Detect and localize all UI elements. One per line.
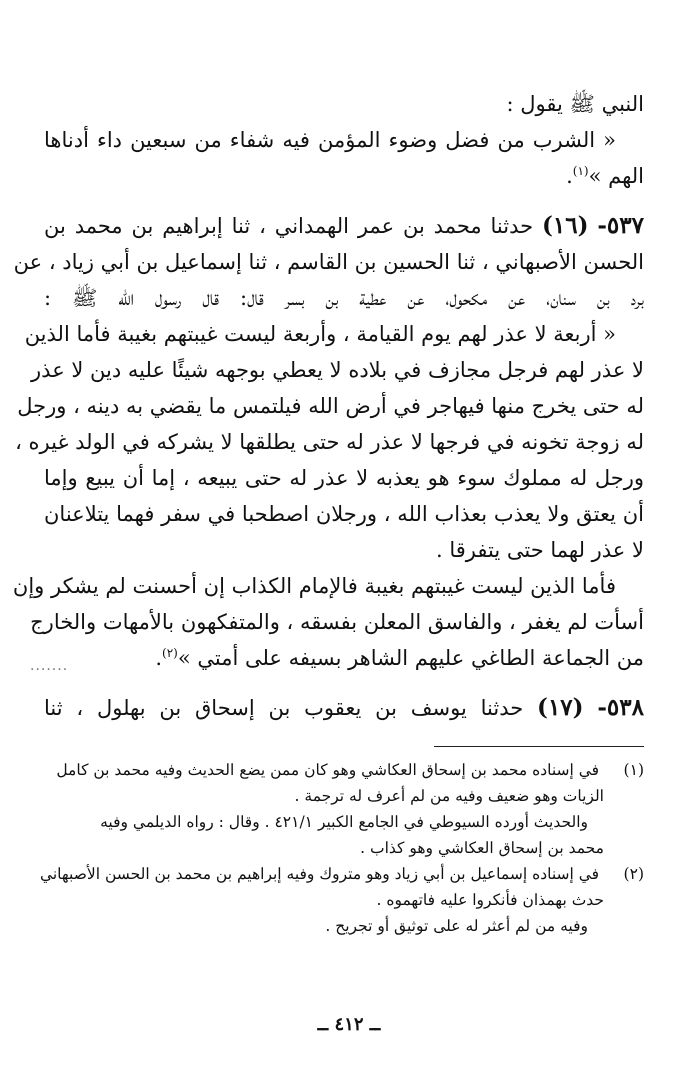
footnote-line [44,757,644,783]
text-line: له حتى يخرج منها فيهاجر في أرض الله فيلتمس ما يقضي به دينه ، ورجل [17,394,644,418]
hadith-number: ٥٣٧- [597,212,644,239]
text-line-content: حدثنا يوسف بن يعقوب بن إسحاق بن بهلول ، ثنا [44,696,524,720]
text-line-content: من الجماعة الطاغي عليهم الشاهر بسيفه على أمتي » [177,646,644,670]
text-line: لا عذر لهما حتى يتفرقا . [436,538,644,562]
text-line: الهم »$^{(١)}$. [566,164,644,188]
hadith-number: ٥٣٨- [597,694,644,721]
footnote-number: (٢) [623,865,644,883]
footnote-line: وفيه من لم أعثر له على توثيق أو تجريح . [325,917,588,935]
text-line: ورجل له مملوك سوء هو يعذبه لا عذر له حتى يبيعه ، إما أن يبيع وإما [44,466,644,490]
footnote-divider [434,746,644,747]
page-number: ــ ٤١٢ ــ [317,1014,381,1035]
hadith-538-heading [44,690,644,726]
text-line: برد بن سنان، عن مكحول، عن عطية بن بسر قال: قال رسول الله ﷺ : [44,286,644,310]
text-line: النبي ﷺ يقول : [506,92,644,116]
footnote-number: (١) [623,761,644,779]
footnote-line [39,861,644,887]
footnotes [39,757,644,939]
text-line: فأما الذين ليست غيبتهم بغيبة فالإمام الكذاب إن أحسنت لم يشكر وإن [12,574,616,598]
text-line: من الجماعة الطاغي عليهم الشاهر بسيفه على أمتي »$^{(٢)}$. [155,646,644,670]
note-ref: (١) [572,164,589,178]
text-line-content: الهم » [588,164,644,188]
hadith-537-heading [44,208,644,244]
text-line-content: حدثنا محمد بن عمر الهمداني ، ثنا إبراهيم بن محمد بن [44,214,534,238]
footnote-line: حدث بهمذان فأنكروا عليه فاتهموه . [376,891,604,909]
footnote-line: محمد بن إسحاق العكاشي وهو كذاب . [360,839,604,857]
hadith-sub-number: (١٧) [537,694,584,721]
text-line: « الشرب من فضل وضوء المؤمن فيه شفاء من سبعين داء أدناها [44,128,616,152]
footnote-line: الزيات وهو ضعيف وفيه من لم أعرف له ترجمة . [294,787,604,805]
text-line: « أربعة لا عذر لهم يوم القيامة ، وأربعة ليست غيبتهم بغيبة فأما الذين [24,322,616,346]
text-line: أسأت لم يغفر ، والفاسق المعلن بفسقه ، والمتفكهون بالأمهات والخارج [30,610,644,634]
note-ref: (٢) [162,646,178,660]
footnote-text: في إسناده إسماعيل بن أبي زياد وهو متروك وفيه إبراهيم بن محمد بن الحسن الأصبهاني [39,865,600,883]
margin-dots: ....... [30,658,69,674]
hadith-sub-number: (١٦) [541,212,589,239]
text-line: الحسن الأصبهاني ، ثنا الحسين بن القاسم ، ثنا إسماعيل بن أبي زياد ، عن [13,250,644,274]
text-line: أن يعتق ولا يعذب بعذاب الله ، ورجلان اصطحبا في سفر فهما يتلاعنان [44,502,644,526]
text-line: لا عذر لهم فرجل مجازف في بلاده لا يعطي بوجهه شيئًا عليه دين لا عذر [31,358,644,382]
page-body [12,86,644,939]
footnote-line: والحديث أورده السيوطي في الجامع الكبير ٤٢١/١ . وقال : رواه الديلمي وفيه [100,813,588,831]
footnote-text: في إسناده محمد بن إسحاق العكاشي وهو كان ممن يضع الحديث وفيه محمد بن كامل [56,761,600,779]
text-line: له زوجة تخونه في فرجها لا عذر له حتى يطلقها لا يشركه في الولد غيره ، [15,430,644,454]
